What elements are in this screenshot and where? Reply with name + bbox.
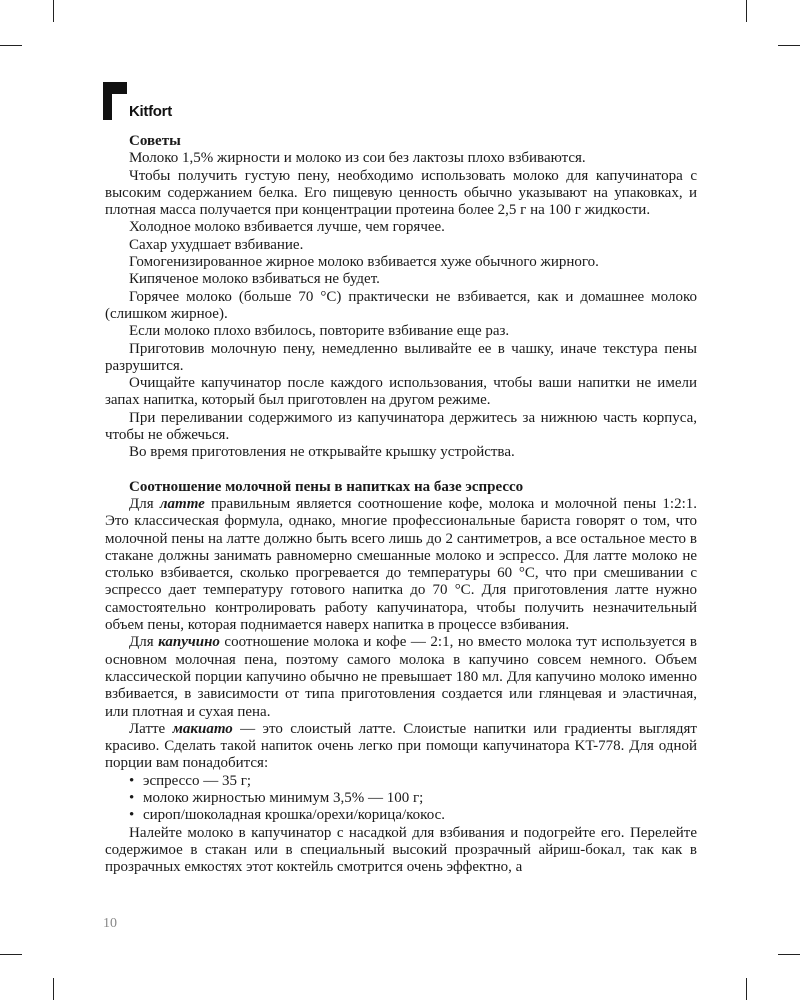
latte-lead: Для <box>129 495 160 512</box>
tip-item: Если молоко плохо взбилось, повторите взбивание еще раз. <box>129 323 510 340</box>
tip-item: Во время приготовления не открывайте крышку устройства. <box>129 444 515 461</box>
tip-item: Чтобы получить густую пену, необходимо использовать молоко для капучинатора с высоким содержанием белка. Его пищевую ценность обычно указывают на упаковках, и плотная масса получается при концентрации протеина более 2,5 г на 100 г жидкости. <box>105 167 697 219</box>
final-paragraph: Налейте молоко в капучинатор с насадкой для взбивания и подогрейте его. Перелейте содержимое в стакан или в специальный высокий прозрачный айриш-бокал, так как в прозрачных емкостях этот коктейль смотрится очень эффектно, а <box>105 824 697 876</box>
tip-item: Молоко 1,5% жирности и молоко из сои без лактозы плохо взбиваются. <box>129 150 586 167</box>
ingredients-list <box>105 773 697 825</box>
tip-item: При переливании содержимого из капучинатора держитесь за нижнюю часть корпуса, чтобы не обжечься. <box>105 409 697 444</box>
latte-paragraph <box>105 496 697 634</box>
tips-list <box>105 150 697 461</box>
tip-item: Холодное молоко взбивается лучше, чем горячее. <box>129 219 445 236</box>
list-item <box>105 790 697 807</box>
cappuccino-paragraph <box>105 634 697 720</box>
bullet-icon: • <box>129 807 135 824</box>
cappuccino-text: соотношение молока и кофе — 2:1, но вместо молока тут используется в основном молочная пена, поэтому самого молока в капучино совсем немного. Объем классической порции капучино обычно не превышает 180 мл. Для капучино молоко именно взбивается, в зависимости от типа приготовления создается или глянцевая и эластичная, или плотная и сухая пена. <box>105 634 697 720</box>
latte-term: латте <box>159 495 205 512</box>
section-gap <box>105 462 697 479</box>
brand-name: Kitfort <box>129 103 172 120</box>
cappuccino-lead: Для <box>129 634 159 651</box>
page-number: 10 <box>103 916 117 931</box>
ingredient-text: молоко жирностью минимум 3,5% — 100 г; <box>143 789 424 806</box>
bullet-icon: • <box>129 789 135 806</box>
crop-mark <box>778 954 800 955</box>
list-item <box>105 773 697 790</box>
bullet-icon: • <box>129 772 135 789</box>
macchiato-lead: Латте <box>129 720 173 737</box>
ingredient-text: сироп/шоколадная крошка/орехи/корица/кокос. <box>143 807 445 824</box>
crop-mark <box>778 45 800 46</box>
tip-item: Гомогенизированное жирное молоко взбивается хуже обычного жирного. <box>129 254 599 271</box>
crop-mark <box>0 954 22 955</box>
tips-heading: Советы <box>129 133 181 149</box>
page-content <box>105 133 697 876</box>
crop-mark <box>53 978 54 1000</box>
macchiato-text: — это слоистый латте. Слоистые напитки или градиенты выглядят красиво. Сделать такой напиток очень легко при помощи капучинатора KT-778. Для одной порции вам понадобится: <box>105 720 697 772</box>
list-item <box>105 807 697 824</box>
ingredient-text: эспрессо — 35 г; <box>143 772 252 789</box>
macchiato-paragraph <box>105 721 697 773</box>
cappuccino-term: капучино <box>158 634 220 651</box>
latte-text: правильным является соотношение кофе, молока и молочной пены 1:2:1. Это классическая формула, однако, многие профессиональные бариста говорят о том, что молочной пены на латте должно быть всего лишь до 2 сантиметров, а все остальное место в стакане должны занимать равномерно смешанные молоко и эспрессо. Для латте молоко не столько взбивается, сколько прогревается до температуры 60 °С, что при смешивании с эспрессо дает температуру готового напитка до 70 °С. Для приготовления латте нужно самостоятельно контролировать работу капучинатора, чтобы получить незначительный объем пены, которая поднимается наверх напитка в процессе взбивания. <box>105 495 697 634</box>
crop-mark <box>53 0 54 22</box>
tip-item: Кипяченое молоко взбиваться не будет. <box>129 271 380 288</box>
macchiato-term: макиато <box>172 720 233 737</box>
kitfort-logo-icon <box>103 82 127 120</box>
crop-mark <box>746 0 747 22</box>
tip-item: Сахар ухудшает взбивание. <box>129 236 304 253</box>
tip-item: Приготовив молочную пену, немедленно выливайте ее в чашку, иначе текстура пены разрушится. <box>105 340 697 374</box>
crop-mark <box>0 45 22 46</box>
tip-item: Очищайте капучинатор после каждого использования, чтобы ваши напитки не имели запах напитка, который был приготовлен на другом режиме. <box>105 375 697 409</box>
ratio-heading: Соотношение молочной пены в напитках на базе эспрессо <box>129 478 524 495</box>
crop-mark <box>746 978 747 1000</box>
tip-item: Горячее молоко (больше 70 °С) практически не взбивается, как и домашнее молоко (слишком жирное). <box>105 288 697 322</box>
